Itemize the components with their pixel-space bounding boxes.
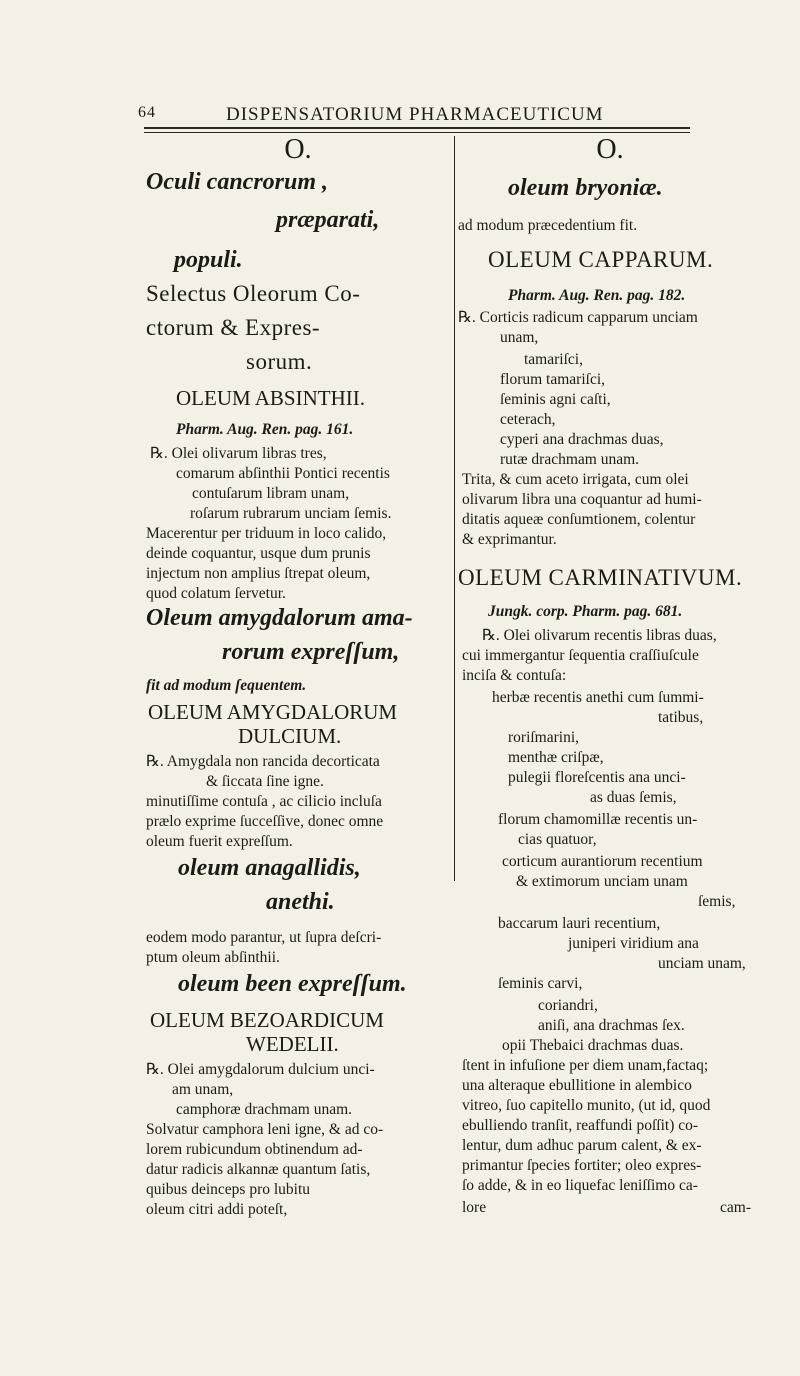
left-text-line: am unam, <box>172 1081 234 1098</box>
right-text-line: coriandri, <box>538 997 598 1014</box>
right-text-line: ebulliendo tranſit, reaffundi poſſit) co- <box>462 1117 699 1134</box>
left-text-line: quibus deinceps pro lubitu <box>146 1181 311 1198</box>
left-text-line: oleum fuerit expreſſum. <box>146 833 293 850</box>
right-text-line: O. <box>596 134 624 165</box>
left-text-line: oleum been expreſſum. <box>178 971 407 997</box>
right-text-line: roriſmarini, <box>508 729 580 746</box>
left-text-line: prælo exprime ſucceſſive, donec omne <box>146 813 384 830</box>
left-text-line: OLEUM AMYGDALORUM <box>148 700 398 724</box>
right-text-line: Pharm. Aug. Ren. pag. 182. <box>508 287 686 304</box>
left-text-line: ℞. Amygdala non rancida decorticata <box>146 753 380 770</box>
right-text-line: ditatis aqueæ conſumtionem, colentur <box>462 511 696 528</box>
right-text-line: ℞. Corticis radicum capparum unciam <box>458 309 698 326</box>
right-text-line: juniperi viridium ana <box>568 935 699 952</box>
left-text-line: camphoræ drachmam unam. <box>176 1101 353 1118</box>
page-number: 64 <box>138 104 156 121</box>
right-text-line: Jungk. corp. Pharm. pag. 681. <box>488 603 683 620</box>
right-text-line: unam, <box>500 329 539 346</box>
right-text-line: cam- <box>720 1199 751 1216</box>
right-text-line: inciſa & contuſa: <box>462 667 567 684</box>
right-text-line: menthæ criſpæ, <box>508 749 604 766</box>
left-text-line: & ſiccata ſine igne. <box>206 773 324 790</box>
right-text-line: ſtent in infuſione per diem unam,factaq; <box>462 1057 709 1074</box>
header-rule <box>144 127 690 129</box>
left-text-line: ctorum & Expres- <box>146 315 321 340</box>
left-text-line: præparati, <box>276 207 380 233</box>
left-text-line: Oleum amygdalorum ama- <box>146 605 413 631</box>
right-text-line: tatibus, <box>658 709 704 726</box>
left-text-line: rorum expreſſum, <box>222 639 400 665</box>
right-text-line: oleum bryoniæ. <box>508 175 663 201</box>
right-text-line: & extimorum unciam unam <box>516 873 688 890</box>
right-text-line: aniſi, ana drachmas ſex. <box>538 1017 685 1034</box>
right-text-line: & exprimantur. <box>462 531 557 548</box>
left-text-line: O. <box>284 134 312 165</box>
left-text-line: OLEUM BEZOARDICUM <box>150 1008 384 1032</box>
right-text-line: ad modum præcedentium fit. <box>458 217 638 234</box>
left-text-line: injectum non amplius ſtrepat oleum, <box>146 565 371 582</box>
left-text-line: ℞. Olei amygdalorum dulcium unci- <box>146 1061 375 1078</box>
right-text-line: as duas ſemis, <box>590 789 677 806</box>
left-text-line: anethi. <box>266 889 335 915</box>
right-text-line: ſo adde, & in eo liquefac leniſſimo ca- <box>462 1177 698 1194</box>
left-text-line: populi. <box>174 247 243 273</box>
right-text-line: herbæ recentis anethi cum ſummi- <box>492 689 704 706</box>
right-text-line: cui immergantur ſequentia craſſiuſcule <box>462 647 699 664</box>
left-text-line: Solvatur camphora leni igne, & ad co- <box>146 1121 384 1138</box>
right-text-line: rutæ drachmam unam. <box>500 451 640 468</box>
left-text-line: ptum oleum abſinthii. <box>146 949 280 966</box>
left-text-line: ℞. Olei olivarum libras tres, <box>150 445 327 462</box>
right-text-line: unciam unam, <box>658 955 746 972</box>
left-text-line: DULCIUM. <box>238 724 342 748</box>
right-text-line: florum tamariſci, <box>500 371 606 388</box>
right-text-line: vitreo, ſuo capitello munito, (ut id, quod <box>462 1097 711 1114</box>
right-text-line: olivarum libra una coquantur ad humi- <box>462 491 702 508</box>
right-text-line: cyperi ana drachmas duas, <box>500 431 664 448</box>
right-text-line: pulegii floreſcentis ana unci- <box>508 769 686 786</box>
left-text-line: Selectus Oleorum Co- <box>146 281 361 306</box>
left-text-line: Pharm. Aug. Ren. pag. 161. <box>176 421 354 438</box>
left-text-line: sorum. <box>246 349 313 374</box>
left-text-line: Macerentur per triduum in loco calido, <box>146 525 387 542</box>
left-text-line: oleum anagallidis, <box>178 855 361 881</box>
right-text-line: ſeminis agni caſti, <box>500 391 611 408</box>
left-text-line: oleum citri addi poteſt, <box>146 1201 288 1218</box>
header-rule-thin <box>144 132 690 133</box>
right-text-line: tamariſci, <box>524 351 583 368</box>
right-text-line: primantur ſpecies fortiter; oleo expres- <box>462 1157 702 1174</box>
left-text-line: lorem rubicundum obtinendum ad- <box>146 1141 363 1158</box>
right-text-line: OLEUM CARMINATIVUM. <box>458 565 743 590</box>
right-text-line: ceterach, <box>500 411 556 428</box>
right-text-line: lore <box>462 1199 487 1216</box>
right-text-line: Trita, & cum aceto irrigata, cum olei <box>462 471 689 488</box>
left-text-line: WEDELII. <box>246 1032 339 1056</box>
column-divider <box>454 136 455 881</box>
right-text-line: lentur, dum adhuc parum calent, & ex- <box>462 1137 702 1154</box>
left-text-line: fit ad modum ſequentem. <box>146 677 307 694</box>
right-text-line: ſemis, <box>698 893 736 910</box>
running-title: DISPENSATORIUM PHARMACEUTICUM <box>226 104 604 125</box>
right-text-line: florum chamomillæ recentis un- <box>498 811 698 828</box>
right-text-line: opii Thebaici drachmas duas. <box>502 1037 684 1054</box>
left-text-line: contuſarum libram unam, <box>192 485 350 502</box>
right-text-line: cias quatuor, <box>518 831 597 848</box>
left-text-line: comarum abſinthii Pontici recentis <box>176 465 390 482</box>
right-text-line: corticum aurantiorum recentium <box>502 853 703 870</box>
left-text-line: OLEUM ABSINTHII. <box>176 386 365 410</box>
right-text-line: baccarum lauri recentium, <box>498 915 661 932</box>
left-text-line: quod colatum ſervetur. <box>146 585 286 602</box>
left-text-line: minutiſſime contuſa , ac cilicio incluſa <box>146 793 382 810</box>
left-text-line: datur radicis alkannæ quantum ſatis, <box>146 1161 371 1178</box>
right-text-line: ℞. Olei olivarum recentis libras duas, <box>482 627 717 644</box>
right-text-line: ſeminis carvi, <box>498 975 583 992</box>
left-text-line: eodem modo parantur, ut ſupra deſcri- <box>146 929 382 946</box>
right-text-line: OLEUM CAPPARUM. <box>488 247 714 272</box>
right-text-line: una alteraque ebullitione in alembico <box>462 1077 692 1094</box>
left-text-line: Oculi cancrorum , <box>146 169 329 195</box>
left-text-line: deinde coquantur, usque dum prunis <box>146 545 371 562</box>
left-text-line: roſarum rubrarum unciam ſemis. <box>190 505 392 522</box>
